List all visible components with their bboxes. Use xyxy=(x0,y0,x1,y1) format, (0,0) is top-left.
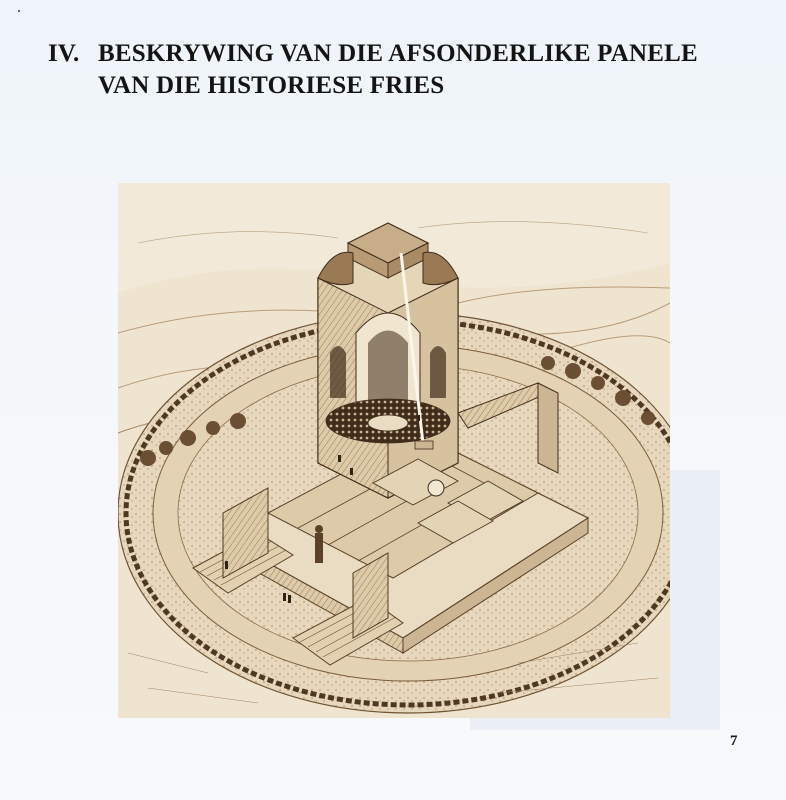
chapter-heading xyxy=(48,38,748,102)
chapter-title-line-2: VAN DIE HISTORIESE FRIES xyxy=(98,72,445,99)
chapter-number: IV. xyxy=(48,40,80,67)
paper-speck xyxy=(18,10,20,12)
monument-cutaway-illustration xyxy=(118,183,670,718)
chapter-title-line-1: BESKRYWING VAN DIE AFSONDERLIKE PANELE xyxy=(98,40,698,67)
page-number: 7 xyxy=(730,733,738,749)
monument-drawing xyxy=(118,183,670,718)
